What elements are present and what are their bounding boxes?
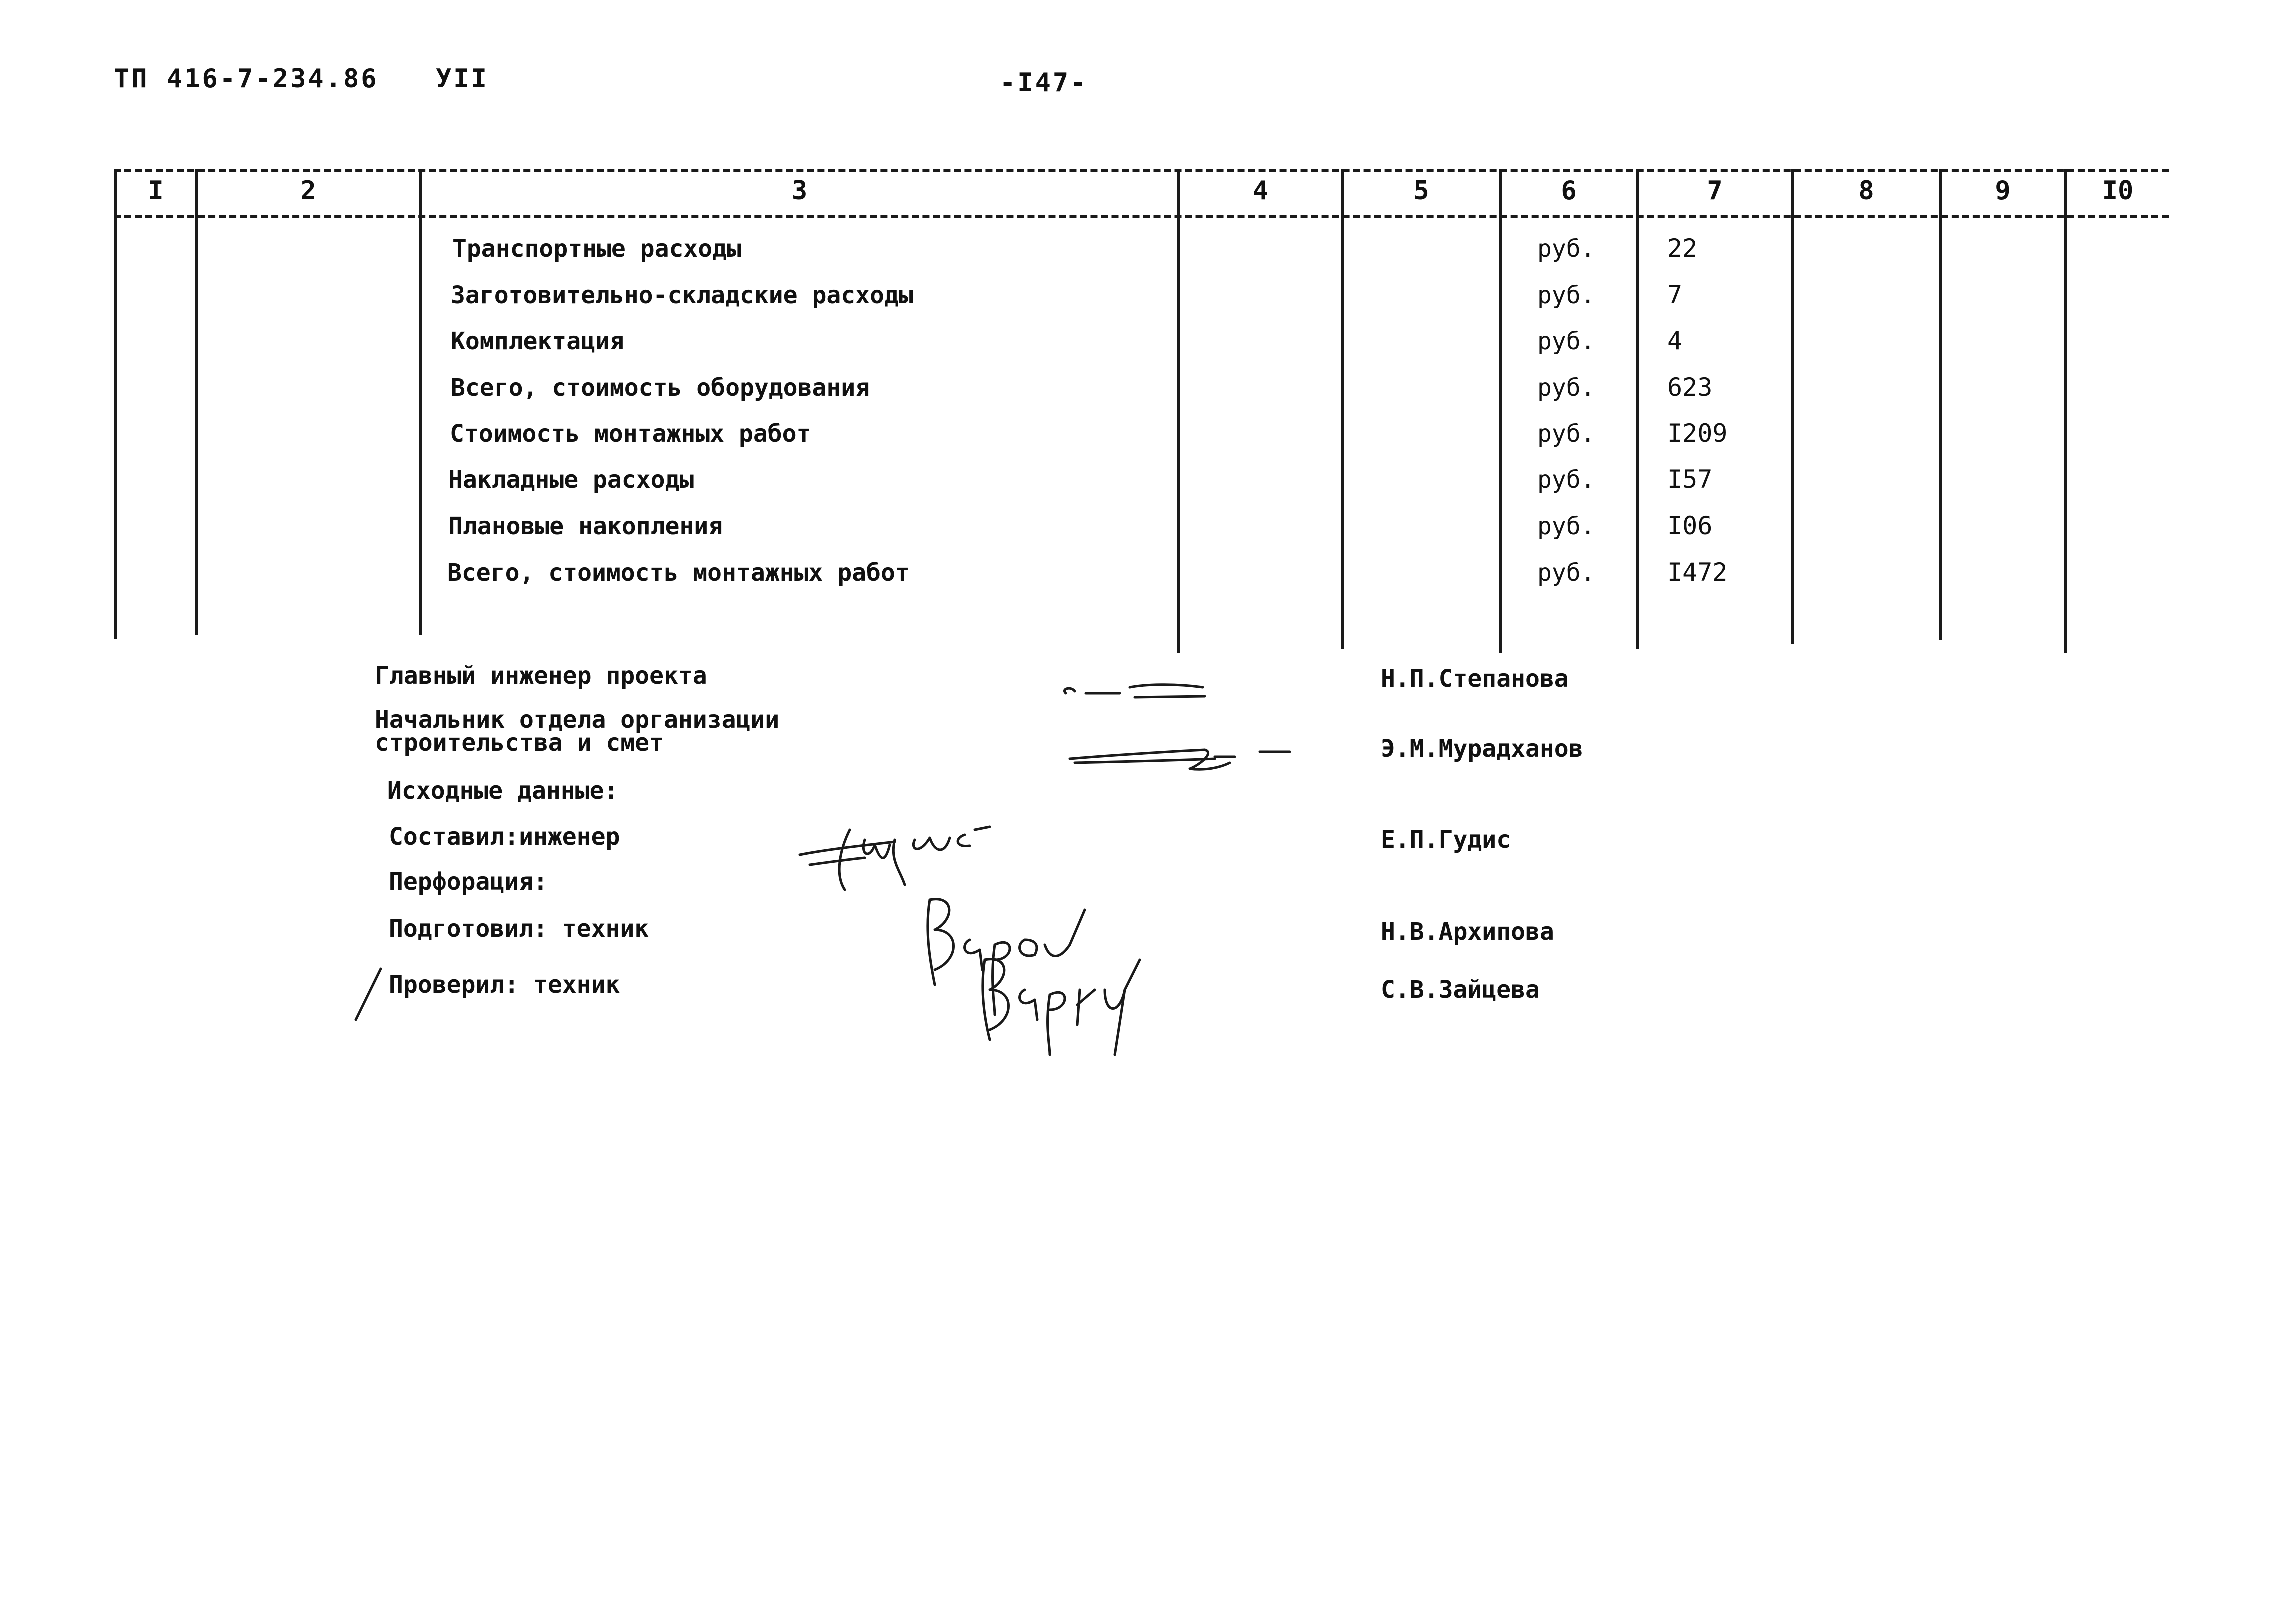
signatory-name: Е.П.Гудис	[1381, 826, 1512, 854]
signatory-role: Главный инженер проекта	[375, 662, 708, 690]
row-unit: руб.	[1538, 559, 1596, 587]
row-value: I06	[1668, 512, 1713, 540]
signatory-role: Подготовил: техник	[389, 915, 650, 943]
signatory-name: С.В.Зайцева	[1381, 976, 1540, 1004]
column-divider	[2064, 169, 2067, 653]
table-header-rule	[114, 215, 2169, 218]
column-number: 9	[1995, 176, 2011, 206]
section-label: Исходные данные:	[388, 777, 619, 805]
row-name: Всего, стоимость монтажных работ	[448, 559, 910, 587]
row-value: I209	[1668, 419, 1728, 448]
album-number: УII	[436, 64, 489, 94]
check-mark	[350, 965, 385, 1025]
column-divider	[1178, 169, 1180, 653]
row-name: Стоимость монтажных работ	[450, 420, 812, 448]
row-name: Заготовительно-складские расходы	[451, 282, 914, 310]
column-divider	[419, 169, 422, 635]
row-name: Комплектация	[451, 328, 624, 356]
signatory-role: Проверил: техник	[389, 971, 620, 999]
signature-department-head	[1065, 730, 1295, 785]
row-value: I57	[1668, 465, 1713, 494]
signatory-role: Составил:инженер	[389, 823, 620, 851]
row-unit: руб.	[1538, 420, 1596, 448]
column-number: 8	[1858, 176, 1874, 206]
column-divider	[195, 169, 198, 635]
signatory-name: Э.М.Мурадханов	[1381, 735, 1584, 763]
row-unit: руб.	[1538, 328, 1596, 356]
column-divider	[1636, 169, 1639, 649]
signatory-role: строительства и смет	[375, 729, 664, 757]
row-unit: руб.	[1538, 512, 1596, 540]
column-number: 2	[300, 176, 316, 206]
signature-technician-zaytseva	[970, 940, 1160, 1080]
signature-chief-engineer	[1060, 678, 1220, 708]
row-unit: руб.	[1538, 466, 1596, 494]
row-value: 22	[1668, 234, 1698, 263]
section-label: Перфорация:	[389, 868, 548, 896]
column-number: I	[148, 176, 164, 206]
row-unit: руб.	[1538, 235, 1596, 263]
row-name: Транспортные расходы	[452, 235, 742, 263]
column-divider	[1939, 169, 1942, 640]
row-value: 4	[1668, 326, 1683, 356]
column-number: 3	[792, 176, 808, 206]
column-number: 5	[1414, 176, 1430, 206]
row-unit: руб.	[1538, 282, 1596, 310]
row-name: Плановые накопления	[448, 512, 724, 540]
row-value: I472	[1668, 558, 1728, 587]
signatory-name: Н.П.Степанова	[1381, 665, 1569, 693]
document-code: ТП 416-7-234.86	[114, 64, 379, 94]
row-name: Всего, стоимость оборудования	[451, 374, 870, 402]
row-unit: руб.	[1538, 374, 1596, 402]
column-divider	[1499, 169, 1502, 653]
column-number: I0	[2102, 176, 2134, 206]
page-number: -I47-	[1000, 68, 1088, 98]
signatory-role: Начальник отдела организации	[375, 706, 780, 734]
column-divider	[114, 169, 117, 639]
column-number: 7	[1707, 176, 1723, 206]
row-value: 7	[1668, 280, 1683, 310]
signatory-name: Н.В.Архипова	[1381, 918, 1554, 946]
table-top-rule	[114, 169, 2169, 172]
signature-engineer-gudis	[795, 810, 995, 900]
column-number: 4	[1252, 176, 1269, 206]
row-name: Накладные расходы	[448, 466, 694, 494]
column-divider	[1341, 169, 1344, 649]
column-number: 6	[1561, 176, 1577, 206]
column-divider	[1791, 169, 1794, 644]
row-value: 623	[1668, 373, 1713, 402]
